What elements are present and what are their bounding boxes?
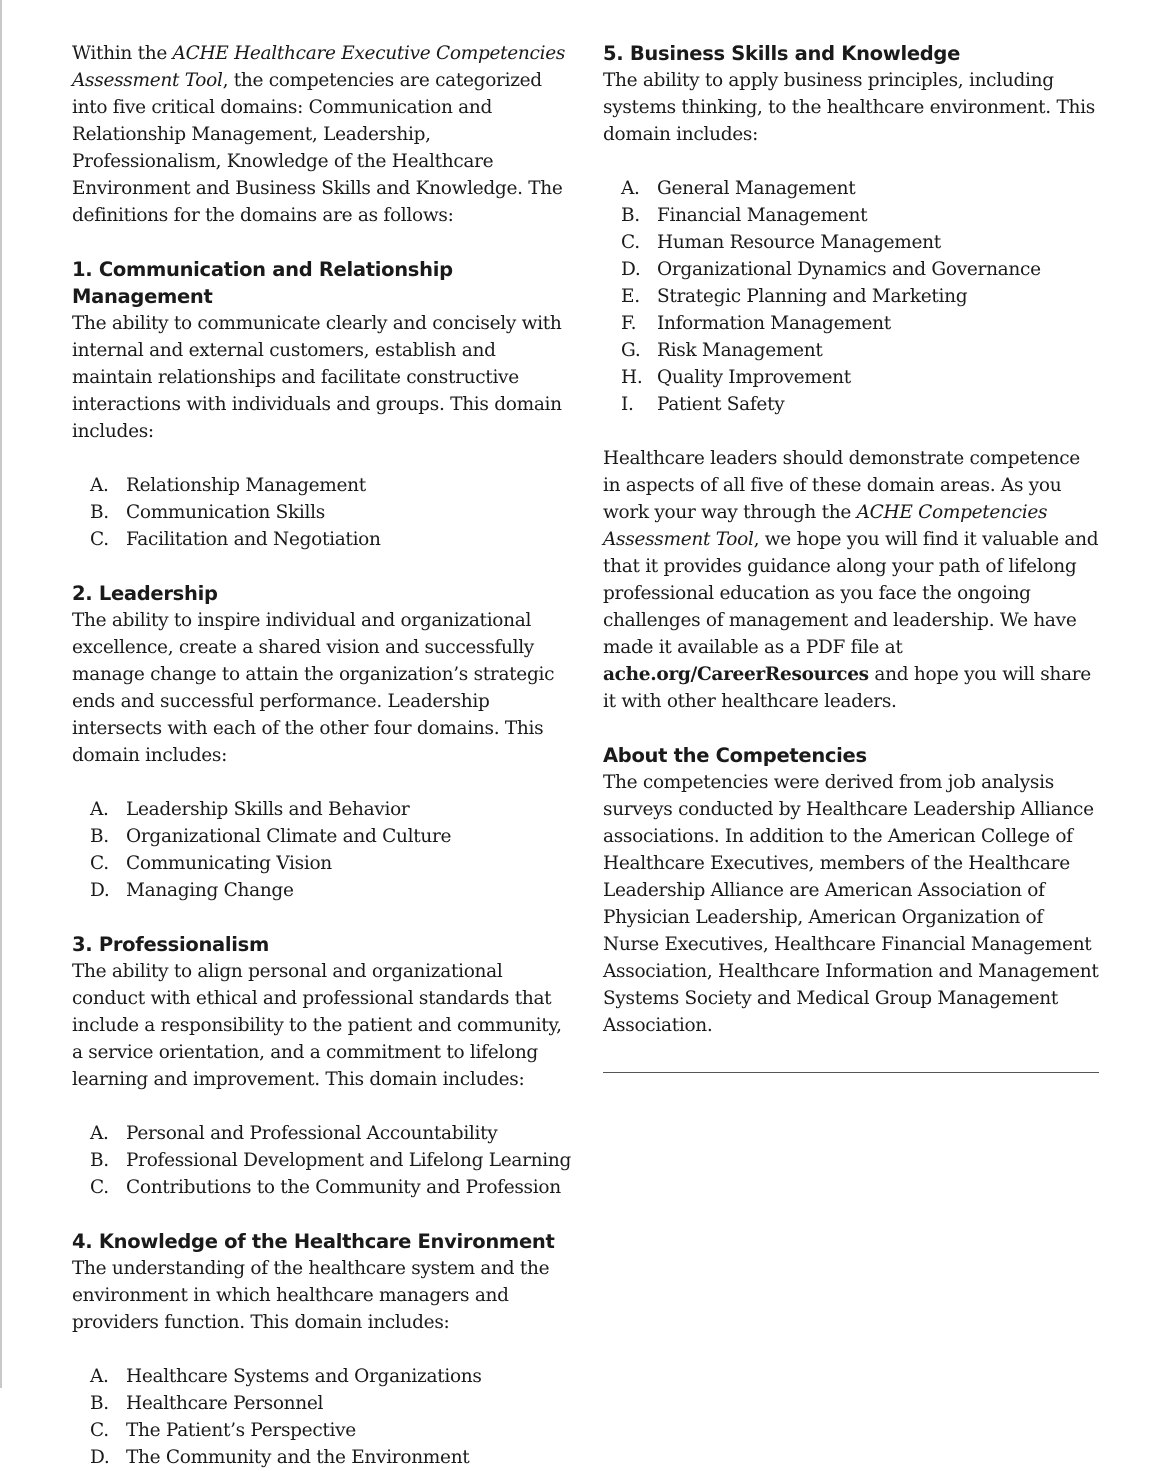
domain-2-list (72, 796, 572, 904)
closing-text-middle: , we hope you will find it valuable and that it provides guidance along your path of lifelong professional education as you face the ongoing challenges of management and leadership. We have made it available as a PDF file at (603, 529, 1099, 658)
about-paragraph: The competencies were derived from job analysis surveys conducted by Healthcare Leadership Alliance associations. In addition to the American College of Healthcare Executives, members of the Healthcare Leadership Alliance are American Association of Physician Leadership, American Organization of Nurse Executives, Healthcare Financial Management Association, Healthcare Information and Management Systems Society and Medical Group Management Association. (603, 772, 1099, 1036)
list-item: G. Risk Management (621, 340, 823, 361)
list-item: A. Personal and Professional Accountability (90, 1123, 498, 1144)
intro-tool-name: ACHE Healthcare Executive Competencies Assessment Tool (72, 43, 566, 91)
domain-4-list (72, 1363, 572, 1471)
career-resources-link[interactable]: ache.org/CareerResources (603, 664, 869, 685)
list-item: A. Leadership Skills and Behavior (90, 799, 410, 820)
domain-4-description: The understanding of the healthcare system and the environment in which healthcare managers and providers function. This domain includes: (72, 1258, 550, 1333)
closing-text-start: Healthcare leaders should demonstrate competence in aspects of all five of these domain areas. As you work your way through the (603, 448, 1080, 523)
list-item: B. Organizational Climate and Culture (90, 826, 452, 847)
list-item: C. Facilitation and Negotiation (90, 529, 381, 550)
list-item: C. The Patient’s Perspective (90, 1420, 356, 1441)
list-item: D. Organizational Dynamics and Governance (621, 259, 1041, 280)
domain-3-title: 3. Professionalism (72, 933, 270, 956)
about-title: About the Competencies (603, 744, 867, 767)
list-item: B. Professional Development and Lifelong Learning (90, 1150, 572, 1171)
domain-4-title: 4. Knowledge of the Healthcare Environment (72, 1230, 555, 1253)
domain-3-description: The ability to align personal and organizational conduct with ethical and professional standards that include a responsibility to the patient and community, a service orientation, and a commitment to lifelong learning and improvement. This domain includes: (72, 961, 562, 1090)
domain-3-list (72, 1120, 572, 1201)
list-item: A. Relationship Management (90, 475, 366, 496)
list-item: C. Contributions to the Community and Profession (90, 1177, 561, 1198)
closing-tool-name: ACHE Competencies Assessment Tool (603, 502, 1048, 550)
list-item: C. Communicating Vision (90, 853, 332, 874)
domain-1-list (72, 472, 572, 553)
domain-2-title: 2. Leadership (72, 582, 218, 605)
list-item: D. The Community and the Environment (90, 1447, 470, 1468)
list-item: H. Quality Improvement (621, 367, 851, 388)
list-item: F. Information Management (621, 313, 891, 334)
list-item: I. Patient Safety (621, 394, 785, 415)
closing-paragraph (603, 445, 1101, 715)
domain-5-description: The ability to apply business principles, including systems thinking, to the healthcare environment. This domain includes: (603, 70, 1095, 145)
list-item: A. General Management (621, 178, 856, 199)
left-column (72, 40, 572, 1471)
domain-1-description: The ability to communicate clearly and concisely with internal and external customers, establish and maintain relationships and facilitate constructive interactions with individuals and groups. This domain includes: (72, 313, 562, 442)
domain-5-list (603, 175, 1101, 418)
list-item: D. Managing Change (90, 880, 294, 901)
list-item: B. Healthcare Personnel (90, 1393, 324, 1414)
right-column (603, 40, 1101, 1073)
domain-2-description: The ability to inspire individual and organizational excellence, create a shared vision and successfully manage change to attain the organization’s strategic ends and successful performance. Leadership intersects with each of the other four domains. This domain includes: (72, 610, 555, 766)
list-item: B. Financial Management (621, 205, 868, 226)
page-edge (0, 0, 2, 1388)
domain-1-title: 1. Communication and Relationship Management (72, 258, 453, 308)
intro-text-start: Within the (72, 43, 173, 64)
closing-text-end: and hope you will share it with other healthcare leaders. (603, 664, 1091, 712)
list-item: B. Communication Skills (90, 502, 325, 523)
divider-rule (603, 1072, 1099, 1073)
list-item: C. Human Resource Management (621, 232, 941, 253)
list-item: E. Strategic Planning and Marketing (621, 286, 968, 307)
intro-paragraph (72, 40, 572, 229)
domain-5-title: 5. Business Skills and Knowledge (603, 42, 961, 65)
intro-text-end: , the competencies are categorized into five critical domains: Communication and Relationship Management, Leadership, Professionalism, Knowledge of the Healthcare Environment and Business Skills and Knowledge. The definitions for the domains are as follows: (72, 70, 563, 226)
list-item: A. Healthcare Systems and Organizations (90, 1366, 482, 1387)
